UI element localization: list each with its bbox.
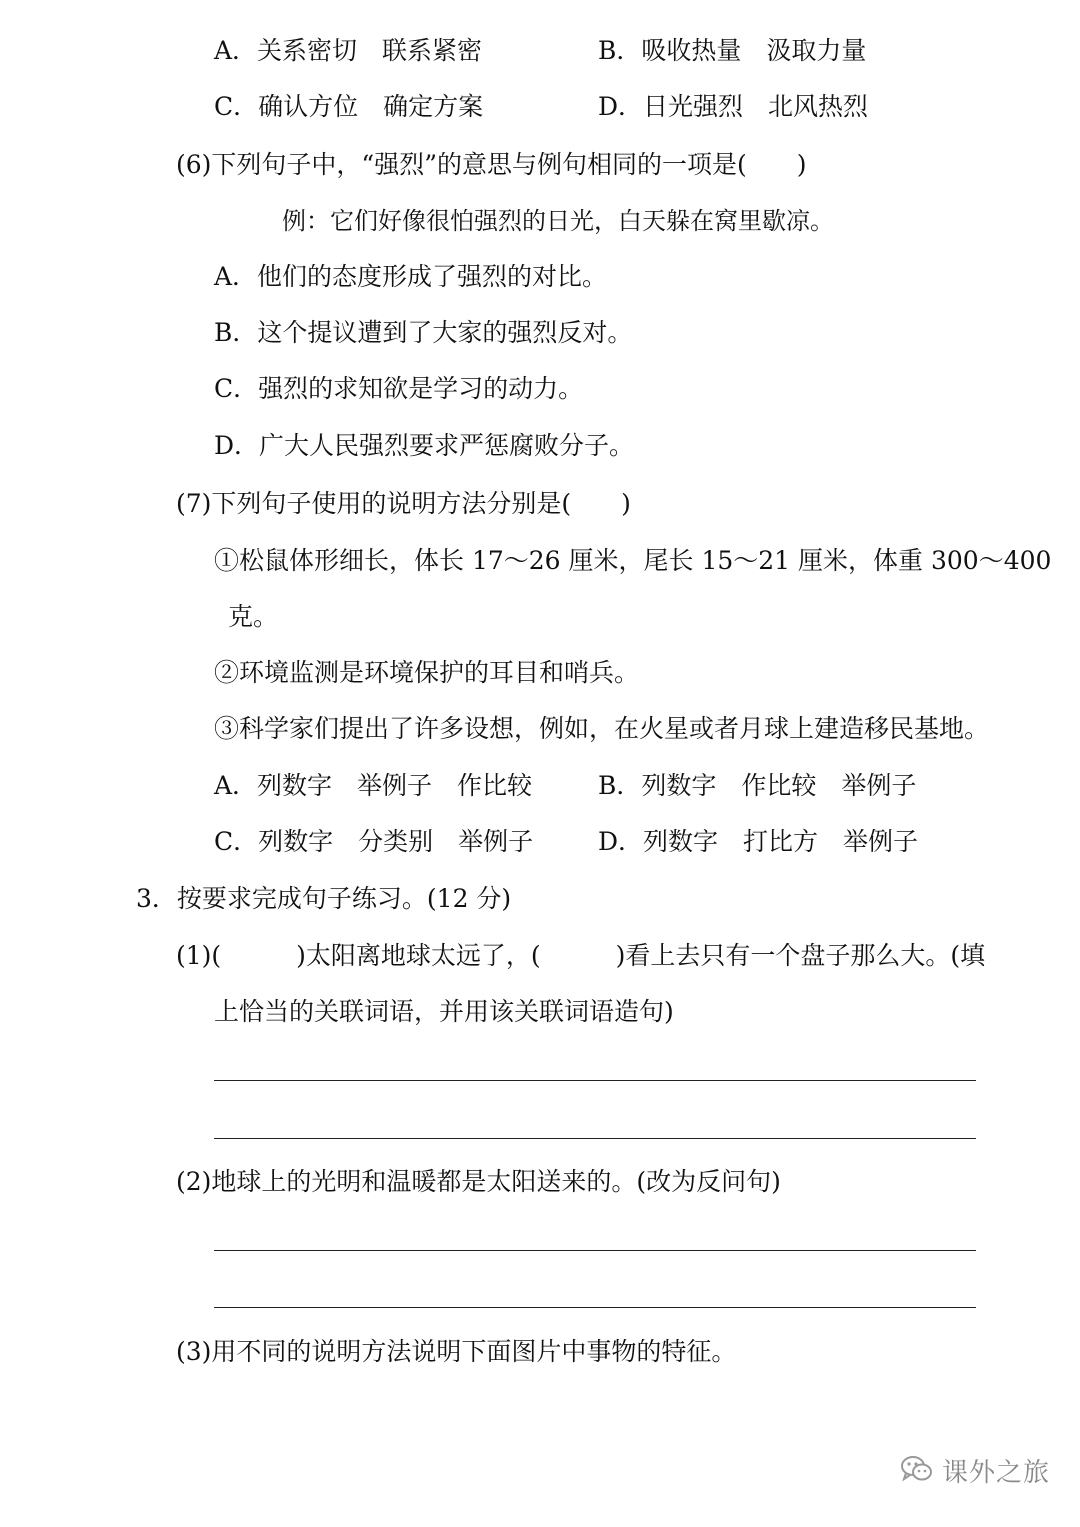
wechat-icon — [900, 1454, 934, 1488]
watermark-text: 课外之旅 — [942, 1458, 1051, 1488]
q3-heading: 3．按要求完成句子练习。(12 分) — [136, 884, 512, 913]
q6-option-c: C．强烈的求知欲是学习的动力。 — [214, 374, 584, 403]
q7-option-d: D．列数字 打比方 举例子 — [598, 827, 919, 856]
q7-option-c: C．列数字 分类别 举例子 — [214, 827, 534, 856]
q5-option-a: A．关系密切 联系紧密 — [214, 36, 483, 65]
q6-example: 例：它们好像很怕强烈的日光，白天躲在窝里歇凉。 — [282, 207, 834, 235]
q5-option-b: B．吸收热量 汲取力量 — [598, 36, 867, 65]
q6-option-b: B．这个提议遭到了大家的强烈反对。 — [214, 318, 633, 347]
q3-part3: (3)用不同的说明方法说明下面图片中事物的特征。 — [176, 1337, 737, 1366]
q7-sentence-1: ①松鼠体形细长，体长 17～26 厘米，尾长 15～21 厘米，体重 300～400 — [214, 546, 1052, 575]
q7-option-a: A．列数字 举例子 作比较 — [214, 771, 533, 800]
answer-line[interactable] — [214, 1250, 976, 1251]
answer-line[interactable] — [214, 1080, 976, 1081]
q3-part1-cont: 上恰当的关联词语，并用该关联词语造句) — [214, 997, 674, 1026]
q5-option-d: D．日光强烈 北风热烈 — [598, 92, 869, 121]
q7-stem: (7)下列句子使用的说明方法分别是( ) — [176, 489, 631, 518]
q5-option-c: C．确认方位 确定方案 — [214, 92, 484, 121]
q6-stem: (6)下列句子中，“强烈”的意思与例句相同的一项是( ) — [176, 150, 807, 179]
q3-part2: (2)地球上的光明和温暖都是太阳送来的。(改为反问句) — [176, 1167, 781, 1196]
watermark — [900, 1452, 1050, 1489]
answer-line[interactable] — [214, 1307, 976, 1308]
q6-option-d: D．广大人民强烈要求严惩腐败分子。 — [214, 431, 635, 460]
q6-option-a: A．他们的态度形成了强烈的对比。 — [214, 262, 608, 291]
q7-sentence-2: ②环境监测是环境保护的耳目和哨兵。 — [214, 658, 640, 687]
q7-sentence-3: ③科学家们提出了许多设想，例如，在火星或者月球上建造移民基地。 — [214, 714, 990, 743]
q7-sentence-1-cont: 克。 — [228, 602, 279, 631]
q7-option-b: B．列数字 作比较 举例子 — [598, 771, 917, 800]
answer-line[interactable] — [214, 1138, 976, 1139]
q3-part1: (1)( )太阳离地球太远了，( )看上去只有一个盘子那么大。(填 — [176, 941, 986, 970]
